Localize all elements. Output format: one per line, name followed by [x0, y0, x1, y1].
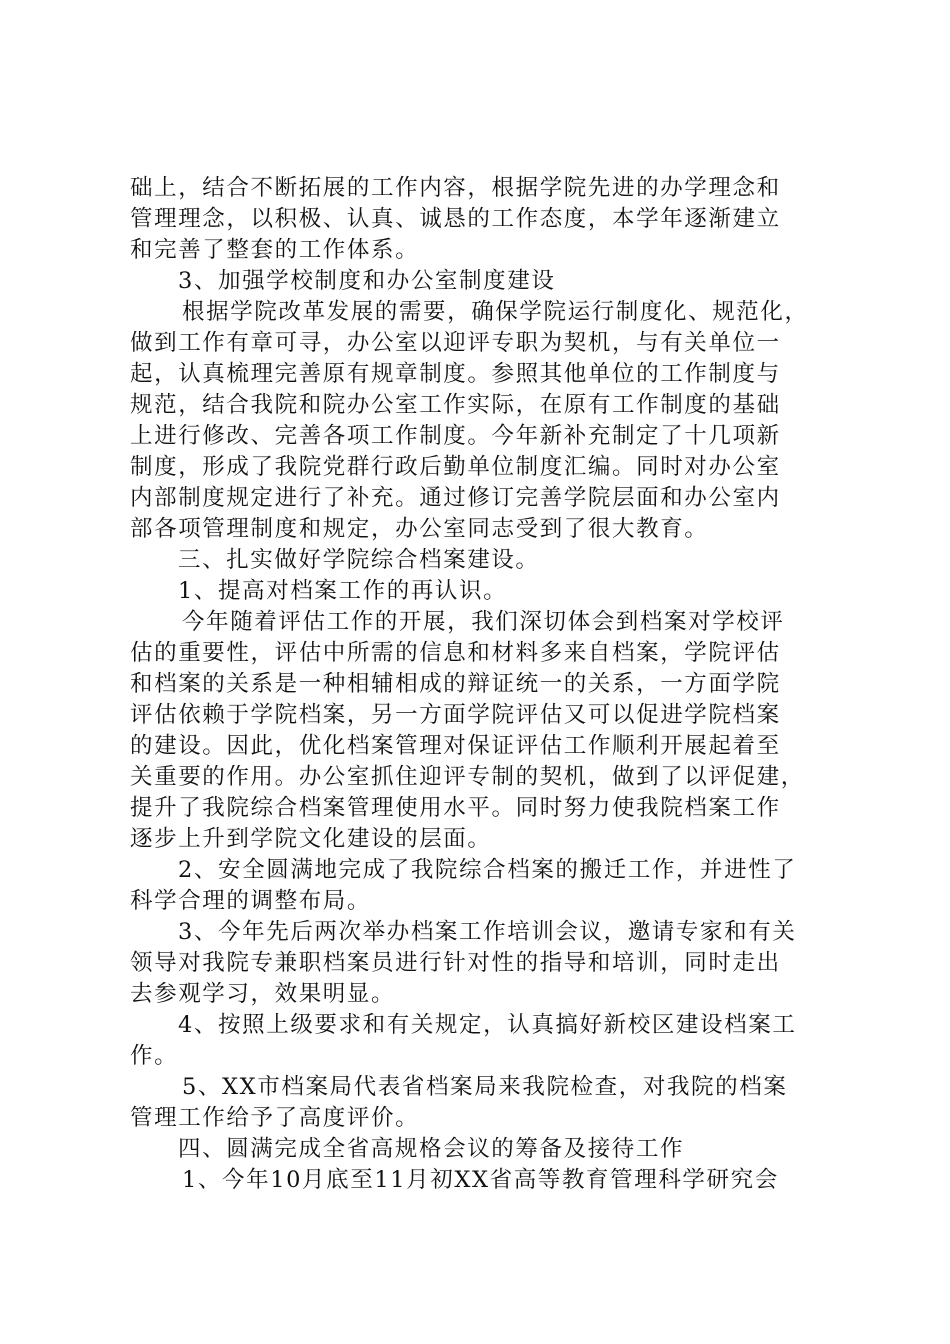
list-item-line: 2、安全圆满地完成了我院综合档案的搬迁工作，并进性了 — [178, 857, 797, 883]
text-line: 评估依赖于学院档案，另一方面学院评估又可以促进学院档案 — [130, 702, 781, 728]
text-line: 制度，形成了我院党群行政后勤单位制度汇编。同时对办公室 — [130, 454, 781, 480]
text-line: 和档案的关系是一种相辅相成的辩证统一的关系，一方面学院 — [130, 671, 781, 697]
section-heading: 三、扎实做好学院综合档案建设。 — [178, 547, 540, 573]
list-item-line: 4、按照上级要求和有关规定，认真搞好新校区建设档案工 — [178, 1012, 797, 1038]
text-line: 部各项管理制度和规定，办公室同志受到了很大教育。 — [130, 516, 709, 542]
subsection-heading: 1、提高对档案工作的再认识。 — [178, 578, 508, 604]
section-heading: 3、加强学校制度和办公室制度建设 — [178, 268, 556, 294]
paragraph-start-line: 今年随着评估工作的开展，我们深切体会到档案对学校评 — [182, 609, 785, 635]
text-line: 础上，结合不断拓展的工作内容，根据学院先进的办学理念和 — [130, 175, 781, 201]
text-line: 关重要的作用。办公室抓住迎评专制的契机，做到了以评促建， — [130, 764, 805, 790]
text-line: 作。 — [130, 1043, 179, 1069]
text-line: 规范，结合我院和院办公室工作实际，在原有工作制度的基础 — [130, 392, 781, 418]
text-line: 的建设。因此，优化档案管理对保证评估工作顺利开展起着至 — [130, 733, 781, 759]
text-line: 和完善了整套的工作体系。 — [130, 237, 420, 263]
list-item-line: 1、今年10月底至11月初XX省高等教育管理科学研究会 — [182, 1167, 779, 1193]
text-line: 上进行修改、完善各项工作制度。今年新补充制定了十几项新 — [130, 423, 781, 449]
section-heading: 四、圆满完成全省高规格会议的筹备及接待工作 — [178, 1136, 685, 1162]
text-line: 提升了我院综合档案管理使用水平。同时努力使我院档案工作 — [130, 795, 781, 821]
text-line: 领导对我院专兼职档案员进行针对性的指导和培训，同时走出 — [130, 950, 781, 976]
text-line: 估的重要性，评估中所需的信息和材料多来自档案，学院评估 — [130, 640, 781, 666]
text-line: 科学合理的调整布局。 — [130, 888, 372, 914]
text-line: 去参观学习，效果明显。 — [130, 981, 396, 1007]
list-item-line: 5、XX市档案局代表省档案局来我院检查，对我院的档案 — [182, 1074, 788, 1100]
text-line: 起，认真梳理完善原有规章制度。参照其他单位的工作制度与 — [130, 361, 781, 387]
text-line: 内部制度规定进行了补充。通过修订完善学院层面和办公室内 — [130, 485, 781, 511]
text-line: 做到工作有章可寻，办公室以迎评专职为契机，与有关单位一 — [130, 330, 781, 356]
paragraph-start-line: 根据学院改革发展的需要，确保学院运行制度化、规范化， — [182, 299, 809, 325]
list-item-line: 3、今年先后两次举办档案工作培训会议，邀请专家和有关 — [178, 919, 797, 945]
text-line: 管理理念，以积极、认真、诚恳的工作态度，本学年逐渐建立 — [130, 206, 781, 232]
text-line: 逐步上升到学院文化建设的层面。 — [130, 826, 492, 852]
text-line: 管理工作给予了高度评价。 — [130, 1105, 420, 1131]
